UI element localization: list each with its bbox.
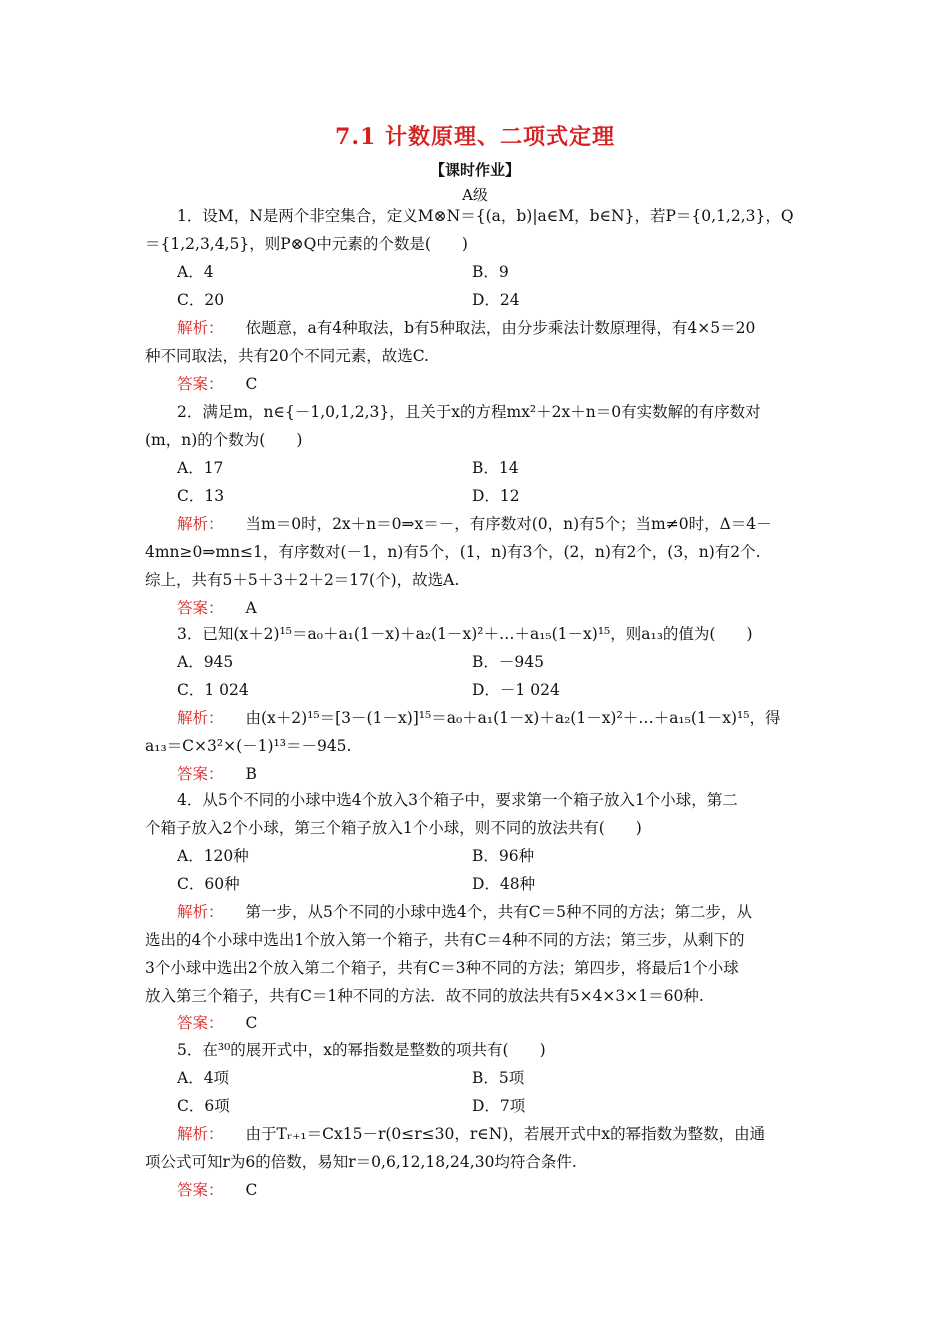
- jiexi-label: 解析：: [177, 319, 224, 337]
- q4-solution-line3: 3个小球中选出2个放入第二个箱子，共有C＝3种不同的方法；第四步，将最后1个小球: [145, 959, 739, 977]
- q3-solution-line1: [177, 708, 817, 728]
- daan-label: 答案：: [177, 1014, 224, 1032]
- q2-option-a: A．17: [177, 459, 224, 477]
- q1-option-a: A．4: [177, 263, 214, 281]
- q3-answer: [177, 764, 817, 784]
- page-title: 7.1 计数原理、二项式定理: [335, 124, 615, 150]
- q4-solution-line1: [177, 902, 817, 922]
- jiexi-label: 解析：: [177, 515, 224, 533]
- q3-option-a: A．945: [177, 653, 234, 671]
- q3-solution-text: 由(x＋2)¹⁵＝[3－(1－x)]¹⁵＝a₀＋a₁(1－x)＋a₂(1－x)²＋…＋a₁₅(1－x)¹⁵，得: [245, 709, 781, 727]
- q5-option-b: B．5项: [472, 1069, 525, 1087]
- q1-stem-line1: 1．设M，N是两个非空集合，定义M⊗N＝{(a，b)|a∈M，b∈N}，若P＝{0,1,2,3}，Q: [177, 207, 794, 225]
- q4-answer-value: C: [245, 1014, 258, 1032]
- q3-option-b: B．－945: [472, 653, 544, 671]
- q3-solution-line2: a₁₃＝C×3²×(－1)¹³＝－945.: [145, 737, 352, 755]
- q1-solution-text: 依题意，a有4种取法，b有5种取法，由分步乘法计数原理得，有4×5＝20: [245, 319, 756, 337]
- q5-stem-line1: 5．在³⁰的展开式中，x的幂指数是整数的项共有( ): [177, 1041, 546, 1059]
- q2-stem-line1: 2．满足m，n∈{－1,0,1,2,3}，且关于x的方程mx²＋2x＋n＝0有实数解的有序数对: [177, 403, 761, 421]
- q5-option-a: A．4项: [177, 1069, 230, 1087]
- q2-option-d: D．12: [472, 487, 520, 505]
- q1-option-c: C．20: [177, 291, 225, 309]
- q5-answer: [177, 1180, 817, 1200]
- q1-answer-value: C: [245, 375, 258, 393]
- q1-answer: [177, 374, 817, 394]
- difficulty-level: A级: [462, 186, 488, 204]
- q4-option-c: C．60种: [177, 875, 240, 893]
- q4-solution-line4: 放入第三个箱子，共有C＝1种不同的方法．故不同的放法共有5×4×3×1＝60种.: [145, 987, 704, 1005]
- q2-option-c: C．13: [177, 487, 225, 505]
- q5-answer-value: C: [245, 1181, 258, 1199]
- q2-solution-line1: [177, 514, 817, 534]
- q1-option-b: B．9: [472, 263, 509, 281]
- daan-label: 答案：: [177, 765, 224, 783]
- q1-stem-line2: ＝{1,2,3,4,5}，则P⊗Q中元素的个数是( ): [145, 235, 468, 253]
- q2-solution-line2: 4mn≥0⇒mn≤1，有序数对(－1，n)有5个，(1，n)有3个，(2，n)有2个，(3，n)有2个.: [145, 543, 761, 561]
- q4-stem-line2: 个箱子放入2个小球，第三个箱子放入1个小球，则不同的放法共有( ): [145, 819, 642, 837]
- q5-option-c: C．6项: [177, 1097, 230, 1115]
- q2-stem-line2: (m，n)的个数为( ): [145, 431, 303, 449]
- section-subtitle: 【课时作业】: [429, 161, 520, 179]
- q4-option-b: B．96种: [472, 847, 535, 865]
- daan-label: 答案：: [177, 1181, 224, 1199]
- q4-solution-line2: 选出的4个小球中选出1个放入第一个箱子，共有C＝4种不同的方法；第三步，从剩下的: [145, 931, 745, 949]
- q1-option-d: D．24: [472, 291, 520, 309]
- q5-solution-line1: [177, 1124, 817, 1144]
- q4-solution-text: 第一步，从5个不同的小球中选4个，共有C＝5种不同的方法；第二步，从: [245, 903, 752, 921]
- q2-option-b: B．14: [472, 459, 519, 477]
- q4-option-a: A．120种: [177, 847, 249, 865]
- q3-stem-line1: 3．已知(x＋2)¹⁵＝a₀＋a₁(1－x)＋a₂(1－x)²＋…＋a₁₅(1－x)¹⁵，则a₁₃的值为( ): [177, 625, 753, 643]
- q4-stem-line1: 4．从5个不同的小球中选4个放入3个箱子中，要求第一个箱子放入1个小球，第二: [177, 791, 738, 809]
- q4-option-d: D．48种: [472, 875, 536, 893]
- q3-option-c: C．1 024: [177, 681, 249, 699]
- q3-option-d: D．－1 024: [472, 681, 560, 699]
- q2-answer: [177, 598, 817, 618]
- jiexi-label: 解析：: [177, 903, 224, 921]
- q1-solution-line1: [177, 318, 817, 338]
- q5-option-d: D．7项: [472, 1097, 526, 1115]
- q2-answer-value: A: [245, 599, 257, 617]
- q2-solution-line3: 综上，共有5＋5＋3＋2＋2＝17(个)，故选A.: [145, 571, 460, 589]
- q5-solution-text: 由于Tᵣ₊₁＝Cx15－r(0≤r≤30，r∈N)，若展开式中x的幂指数为整数，由通: [245, 1125, 766, 1143]
- q3-answer-value: B: [245, 765, 257, 783]
- daan-label: 答案：: [177, 375, 224, 393]
- q5-solution-line2: 项公式可知r为6的倍数，易知r＝0,6,12,18,24,30均符合条件.: [145, 1153, 577, 1171]
- q4-answer: [177, 1013, 817, 1033]
- jiexi-label: 解析：: [177, 709, 224, 727]
- q1-solution-line2: 种不同取法，共有20个不同元素，故选C.: [145, 347, 429, 365]
- daan-label: 答案：: [177, 599, 224, 617]
- jiexi-label: 解析：: [177, 1125, 224, 1143]
- q2-solution-text: 当m＝0时，2x＋n＝0⇒x＝－，有序数对(0，n)有5个；当m≠0时，Δ＝4－: [245, 515, 772, 533]
